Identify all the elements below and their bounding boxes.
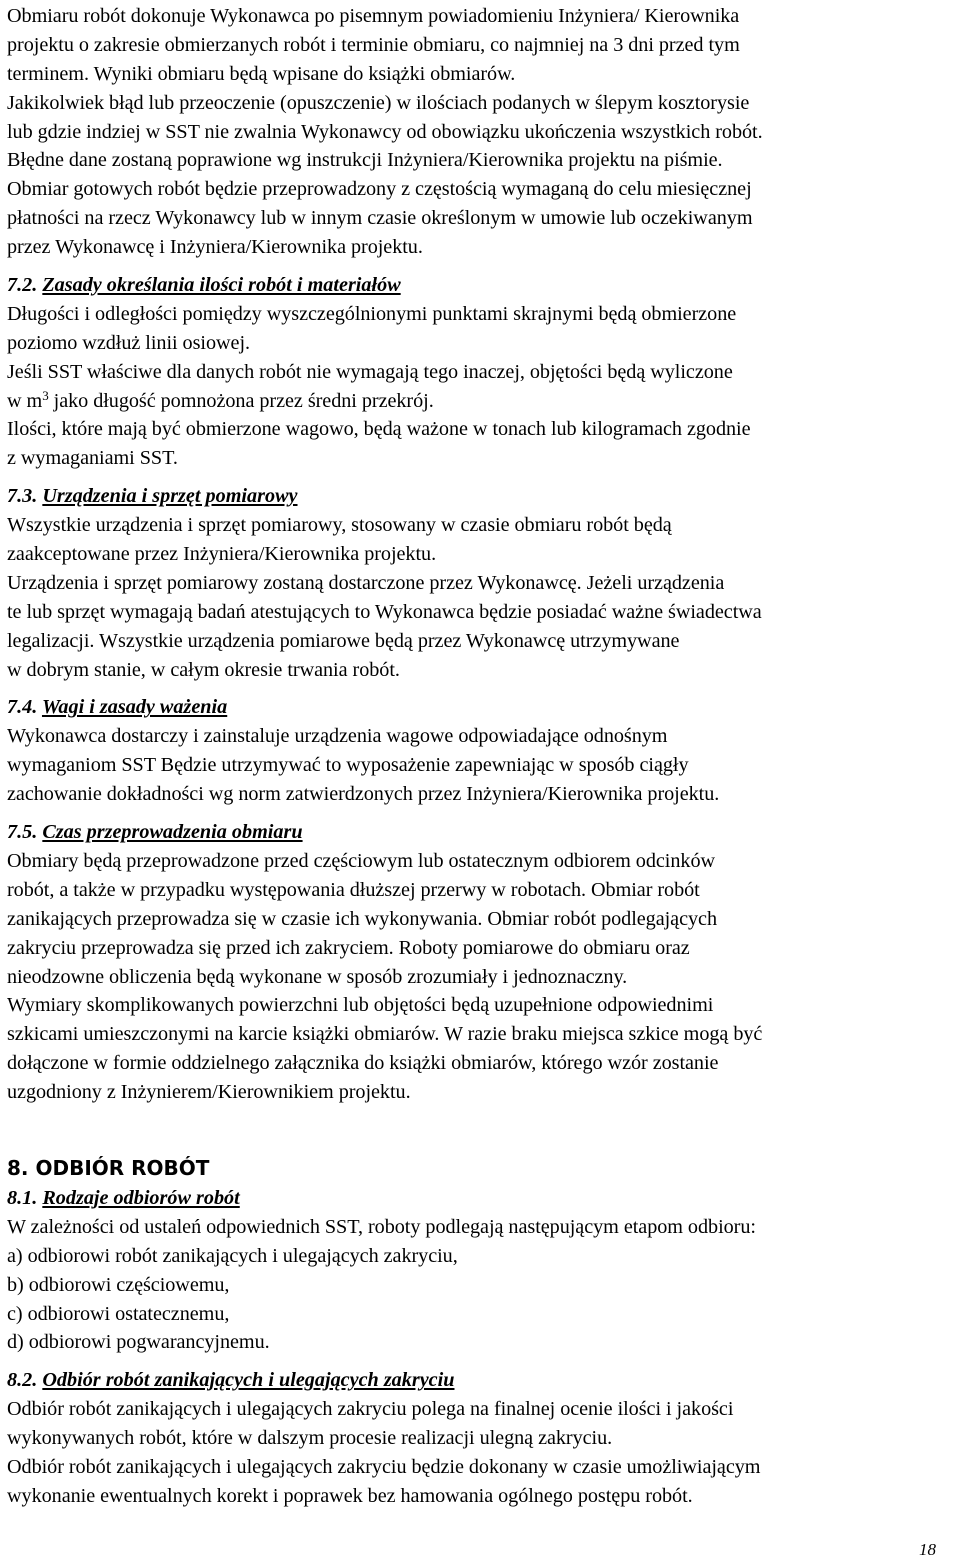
list-item: c) odbiorowi ostatecznemu, — [7, 1302, 230, 1325]
section-body-7-2 — [7, 300, 955, 473]
text-line: Urządzenia i sprzęt pomiarowy zostaną dostarczone przez Wykonawcę. Jeżeli urządzenia — [7, 571, 725, 594]
intro-paragraph — [7, 2, 955, 262]
document-page — [7, 2, 955, 1511]
text-line: Odbiór robót zanikających i ulegających zakryciu będzie dokonany w czasie umożliwiającym — [7, 1455, 761, 1478]
list-item: b) odbiorowi częściowemu, — [7, 1273, 230, 1296]
text-line: lub gdzie indziej w SST nie zwalnia Wykonawcy od obowiązku ukończenia wszystkich robót. — [7, 120, 763, 143]
section-body-7-5 — [7, 847, 955, 1107]
text-line: dołączone w formie oddzielnego załącznika do książki obmiarów, którego wzór zostanie — [7, 1052, 719, 1075]
text-line: zaakceptowane przez Inżyniera/Kierownika projektu. — [7, 543, 437, 566]
text-line: zachowanie dokładności wg norm zatwierdzonych przez Inżyniera/Kierownika projektu. — [7, 783, 720, 806]
text-line-m3 — [7, 387, 955, 416]
m3-suffix: jako długość pomnożona przez średni przekrój. — [48, 389, 434, 412]
text-line: w dobrym stanie, w całym okresie trwania robót. — [7, 658, 400, 681]
list-item: a) odbiorowi robót zanikających i ulegających zakryciu, — [7, 1244, 458, 1267]
m3-prefix: w m — [7, 389, 43, 412]
text-line: Obmiary będą przeprowadzone przed częściowym lub ostatecznym odbiorem odcinków — [7, 849, 716, 872]
section-number: 7.3. — [7, 485, 38, 508]
text-line: Wykonawca dostarczy i zainstaluje urządzenia wagowe odpowiadające odnośnym — [7, 725, 668, 748]
text-line: Odbiór robót zanikających i ulegających zakryciu polega na finalnej ocenie ilości i jakości — [7, 1398, 734, 1421]
text-line: zanikających przeprowadza się w czasie ich wykonywania. Obmiar robót podlegających — [7, 907, 718, 930]
section-heading-7-2 — [7, 271, 955, 300]
section-number: 7.5. — [7, 821, 38, 844]
text-line: wymaganiom SST Będzie utrzymywać to wyposażenie zapewniając w sposób ciągły — [7, 754, 689, 777]
text-line: Obmiaru robót dokonuje Wykonawca po pisemnym powiadomieniu Inżyniera/ Kierownika — [7, 5, 740, 27]
text-line: Błędne dane zostaną poprawione wg instrukcji Inżyniera/Kierownika projektu na piśmie. — [7, 149, 723, 172]
section-heading-7-5 — [7, 818, 955, 847]
text-line: uzgodniony z Inżynierem/Kierownikiem projektu. — [7, 1081, 411, 1104]
text-line: przez Wykonawcę i Inżyniera/Kierownika projektu. — [7, 236, 423, 259]
text-line: Jakikolwiek błąd lub przeoczenie (opuszczenie) w ilościach podanych w ślepym kosztorysie — [7, 91, 750, 114]
text-line: Długości i odległości pomiędzy wyszczególnionymi punktami skrajnymi będą obmierzone — [7, 302, 737, 325]
text-line: Jeśli SST właściwe dla danych robót nie wymagają tego inaczej, objętości będą wyliczone — [7, 360, 733, 383]
text-line: szkicami umieszczonymi na karcie książki obmiarów. W razie braku miejsca szkice mogą być — [7, 1023, 763, 1046]
section-number: 7.4. — [7, 696, 38, 719]
section-title: Wagi i zasady ważenia — [41, 696, 228, 719]
page-number: 18 — [919, 1540, 936, 1559]
section-body-8-1 — [7, 1213, 955, 1357]
text-line: wykonywanych robót, które w dalszym procesie realizacji ulegną zakryciu. — [7, 1427, 613, 1450]
section-body-8-2 — [7, 1395, 955, 1511]
text-line: Wszystkie urządzenia i sprzęt pomiarowy, stosowany w czasie obmiaru robót będą — [7, 514, 672, 537]
list-item: d) odbiorowi pogwarancyjnemu. — [7, 1331, 270, 1354]
text-line: W zależności od ustaleń odpowiednich SST, roboty podlegają następującym etapom odbioru: — [7, 1215, 756, 1238]
section-number: 8.2. — [7, 1369, 38, 1392]
text-line: płatności na rzecz Wykonawcy lub w innym czasie określonym w umowie lub oczekiwanym — [7, 207, 753, 230]
section-body-7-3 — [7, 511, 955, 684]
section-title: Odbiór robót zanikających i ulegających zakryciu — [42, 1369, 455, 1392]
section-heading-8-2 — [7, 1366, 955, 1395]
text-line: zakryciu przeprowadza się przed ich zakryciem. Roboty pomiarowe do obmiaru oraz — [7, 936, 690, 959]
text-line: te lub sprzęt wymagają badań atestujących to Wykonawca będzie posiadać ważne świadectwa — [7, 600, 762, 623]
section-title: Rodzaje odbiorów robót — [42, 1186, 240, 1209]
section-title: Czas przeprowadzenia obmiaru — [42, 821, 303, 844]
section-number: 7.2. — [7, 274, 38, 297]
m3-superscript: 3 — [42, 387, 49, 403]
section-title: Zasady określania ilości robót i materiałów — [42, 274, 401, 297]
section-heading-7-3 — [7, 482, 955, 511]
section-body-7-4 — [7, 722, 955, 809]
text-line: Wymiary skomplikowanych powierzchni lub objętości będą uzupełnione odpowiednimi — [7, 994, 714, 1017]
text-line: z wymaganiami SST. — [7, 447, 178, 470]
section-title: Urządzenia i sprzęt pomiarowy — [42, 485, 298, 508]
section-heading-7-4 — [7, 693, 955, 722]
text-line: nieodzowne obliczenia będą wykonane w sposób zrozumiały i jednoznaczny. — [7, 965, 628, 988]
text-line: Ilości, które mają być obmierzone wagowo, będą ważone w tonach lub kilogramach zgodnie — [7, 418, 751, 441]
text-line: projektu o zakresie obmierzanych robót i terminie obmiaru, co najmniej na 3 dni przed tym — [7, 33, 740, 56]
text-line: robót, a także w przypadku występowania dłuższej przerwy w robotach. Obmiar robót — [7, 878, 700, 901]
chapter-heading-8: 8. ODBIÓR ROBÓT — [7, 1155, 210, 1180]
text-line: poziomo wzdłuż linii osiowej. — [7, 331, 251, 354]
section-number: 8.1. — [7, 1186, 38, 1209]
section-heading-8-1 — [7, 1184, 955, 1213]
text-line: wykonanie ewentualnych korekt i poprawek bez hamowania ogólnego postępu robót. — [7, 1484, 693, 1507]
text-line: legalizacji. Wszystkie urządzenia pomiarowe będą przez Wykonawcę utrzymywane — [7, 629, 680, 652]
text-line: Obmiar gotowych robót będzie przeprowadzony z częstością wymaganą do celu miesięcznej — [7, 178, 752, 201]
text-line: terminem. Wyniki obmiaru będą wpisane do książki obmiarów. — [7, 62, 516, 85]
